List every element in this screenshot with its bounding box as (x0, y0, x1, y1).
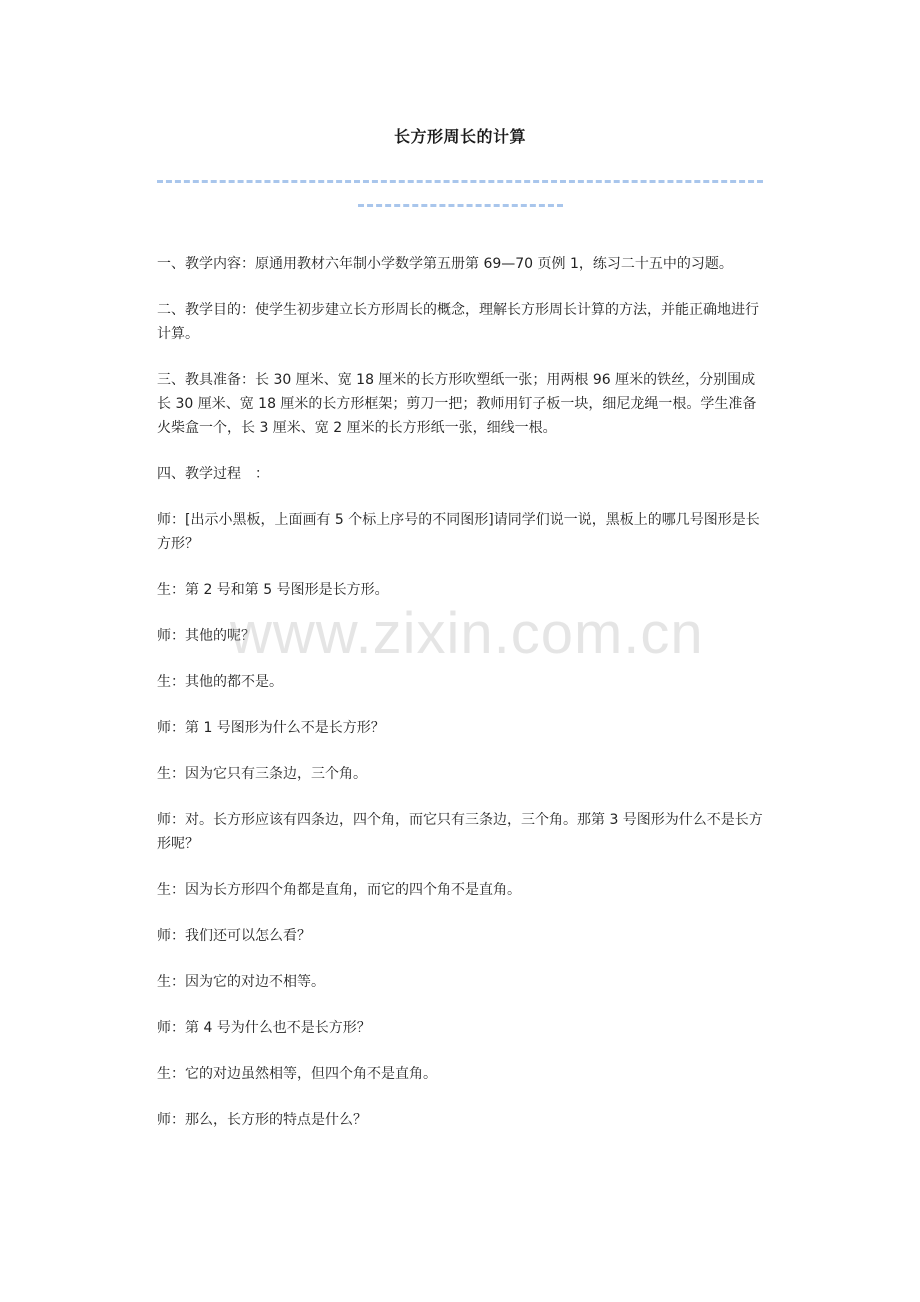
document-title: 长方形周长的计算 (393, 127, 526, 146)
paragraph-teaching-goal: 二、教学目的：使学生初步建立长方形周长的概念，理解长方形周长计算的方法，并能正确地进行计算。 (157, 302, 759, 342)
dialogue-line: 生：第 2 号和第 5 号图形是长方形。 (157, 582, 389, 598)
paragraph-teaching-content: 一、教学内容：原通用教材六年制小学数学第五册第 69—70 页例 1，练习二十五中的习题。 (157, 256, 733, 272)
dialogue-line: 生：其他的都不是。 (157, 674, 283, 690)
dialogue-line: 师：对。长方形应该有四条边，四个角，而它只有三条边，三个角。那第 3 号图形为什么不是长方形呢？ (157, 812, 763, 852)
dialogue-line: 生：因为它的对边不相等。 (157, 974, 325, 990)
paragraph-teaching-materials: 三、教具准备：长 30 厘米、宽 18 厘米的长方形吹塑纸一张；用两根 96 厘米的铁丝，分别围成长 30 厘米、宽 18 厘米的长方形框架；剪刀一把；教师用钉子板一块，细尼龙绳一根。学生准备火柴盒一个，长 3 厘米、宽 2 厘米的长方形纸一张，细线一根。 (157, 372, 757, 436)
dialogue-line: 师：我们还可以怎么看？ (157, 928, 311, 944)
dialogue-line: 生：因为长方形四个角都是直角，而它的四个角不是直角。 (157, 882, 521, 898)
dialogue-line: 师：第 4 号为什么也不是长方形？ (157, 1020, 371, 1036)
dialogue-line: 师：其他的呢？ (157, 628, 255, 644)
dialogue-line: 生：因为它只有三条边，三个角。 (157, 766, 367, 782)
document-body (157, 252, 763, 1154)
dialogue-line: 师：那么，长方形的特点是什么？ (157, 1112, 367, 1128)
paragraph-teaching-process: 四、教学过程 ： (157, 466, 269, 482)
title-divider (157, 180, 763, 183)
title-divider-continued (358, 204, 563, 207)
dialogue-line: 师：第 1 号图形为什么不是长方形？ (157, 720, 385, 736)
dialogue-line: 师：[出示小黑板，上面画有 5 个标上序号的不同图形]请同学们说一说，黑板上的哪几号图形是长方形？ (157, 512, 760, 552)
watermark: www.zixin.com.cn (230, 601, 704, 666)
dialogue-line: 生：它的对边虽然相等，但四个角不是直角。 (157, 1066, 437, 1082)
